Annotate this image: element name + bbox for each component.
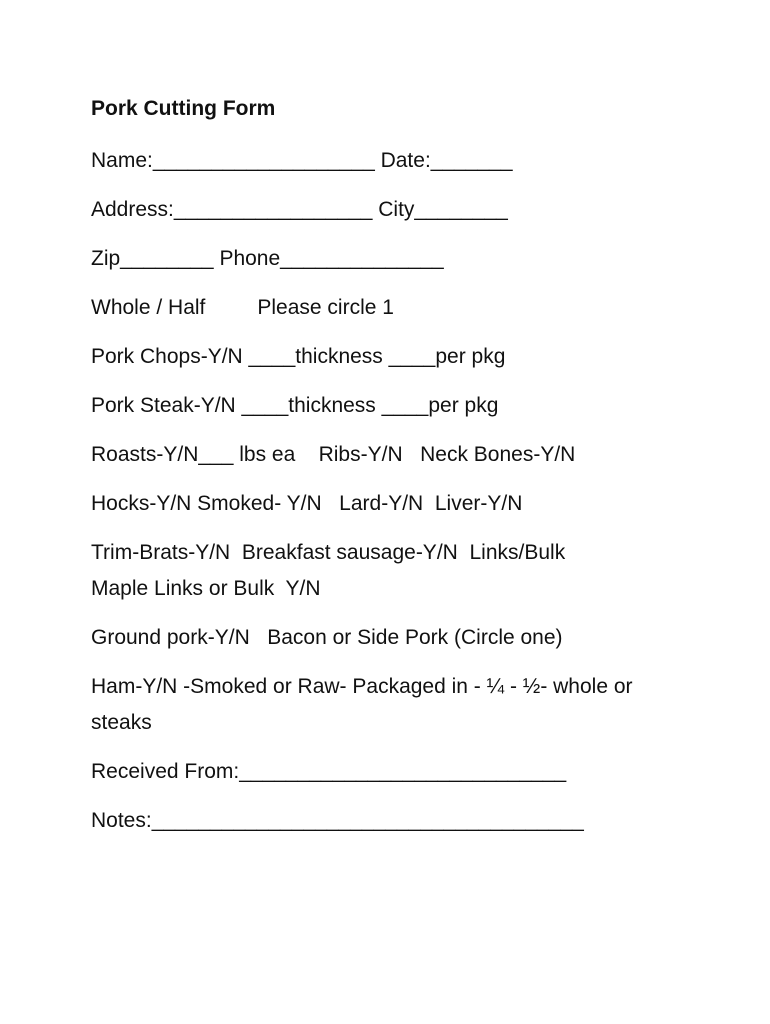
trim-block — [91, 535, 731, 607]
hocks-line: Hocks-Y/N Smoked- Y/N Lard-Y/N Liver-Y/N — [91, 492, 523, 515]
notes-line: Notes:_____________________________________ — [91, 809, 584, 832]
name-date-line: Name:___________________ Date:_______ — [91, 149, 513, 172]
form-title: Pork Cutting Form — [91, 97, 276, 120]
roasts-ribs-line: Roasts-Y/N___ lbs ea Ribs-Y/N Neck Bones-Y/N — [91, 443, 576, 466]
zip-phone-line: Zip________ Phone______________ — [91, 247, 444, 270]
received-from-line: Received From:____________________________ — [91, 760, 567, 783]
pork-chops-line: Pork Chops-Y/N ____thickness ____per pkg — [91, 345, 506, 368]
ham-line-2: steaks — [91, 711, 152, 734]
form-body — [91, 94, 731, 852]
trim-line-2: Maple Links or Bulk Y/N — [91, 577, 321, 600]
ham-line-1: Ham-Y/N -Smoked or Raw- Packaged in - ¼ - ½- whole or — [91, 675, 633, 698]
trim-line-1: Trim-Brats-Y/N Breakfast sausage-Y/N Links/Bulk — [91, 541, 566, 564]
ham-block — [91, 669, 731, 741]
whole-half-line — [91, 290, 731, 326]
whole-half-option: Whole / Half — [91, 296, 206, 319]
ground-pork-line: Ground pork-Y/N Bacon or Side Pork (Circle one) — [91, 626, 563, 649]
circle-instruction: Please circle 1 — [257, 296, 394, 319]
pork-steak-line: Pork Steak-Y/N ____thickness ____per pkg — [91, 394, 499, 417]
address-city-line: Address:_________________ City________ — [91, 198, 508, 221]
